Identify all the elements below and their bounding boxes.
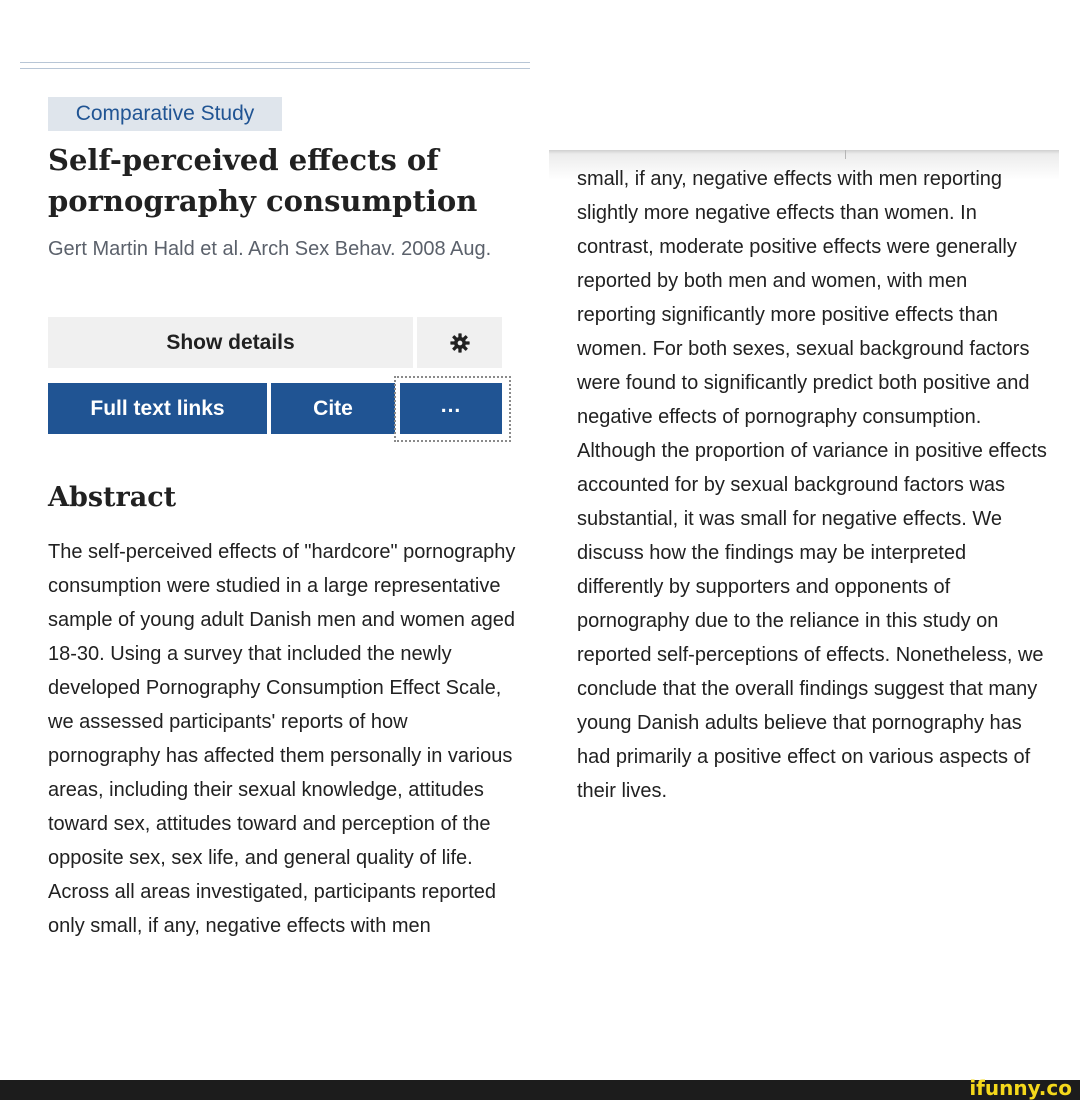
more-actions-button[interactable]	[400, 383, 502, 434]
abstract-text-left: The self-perceived effects of "hardcore" pornography consumption were studied in a large representative sample of young adult Danish men and women aged 18-30. Using a survey that included the newly developed Pornography Consumption Effect Scale, we assessed participants' reports of how pornography has affected them personally in various areas, including their sexual knowledge, attitudes toward sex, attitudes toward and perception of the opposite sex, sex life, and general quality of life. Across all areas investigated, participants reported only small, if any, negative effects with men	[48, 541, 516, 937]
article-type-badge[interactable]: Comparative Study	[48, 97, 282, 131]
show-details-button[interactable]: Show details	[48, 317, 413, 368]
abstract-text-right: small, if any, negative effects with men reporting slightly more negative effects than women. In contrast, moderate positive effects were generally reported by both men and women, with men reporting significantly more positive effects than women. For both sexes, sexual background factors were found to significantly predict both positive and negative effects of pornography consumption. Although the proportion of variance in positive effects accounted for by sexual background factors was substantial, it was small for negative effects. We discuss how the findings may be interpreted differently by supporters and opponents of pornography due to the reliance in this study on reported self-perceptions of effects. Nonetheless, we conclude that the overall findings suggest that many young Danish adults believe that pornography has had primarily a positive effect on various aspects of their lives.	[577, 168, 1047, 802]
abstract-heading: Abstract	[48, 482, 177, 513]
full-text-links-button[interactable]: Full text links	[48, 383, 267, 434]
article-citation[interactable]: Gert Martin Hald et al. Arch Sex Behav. 2008 Aug.	[48, 238, 492, 260]
cite-button[interactable]: Cite	[271, 383, 395, 434]
article-title: Self-perceived effects of pornography consumption	[48, 143, 478, 218]
settings-button[interactable]	[417, 317, 502, 368]
footer-bar	[0, 1080, 1080, 1100]
gear-icon	[449, 332, 471, 354]
more-actions-label: ...	[440, 394, 462, 417]
top-divider	[20, 62, 530, 69]
watermark-logo: ifunny.co	[969, 1076, 1072, 1100]
